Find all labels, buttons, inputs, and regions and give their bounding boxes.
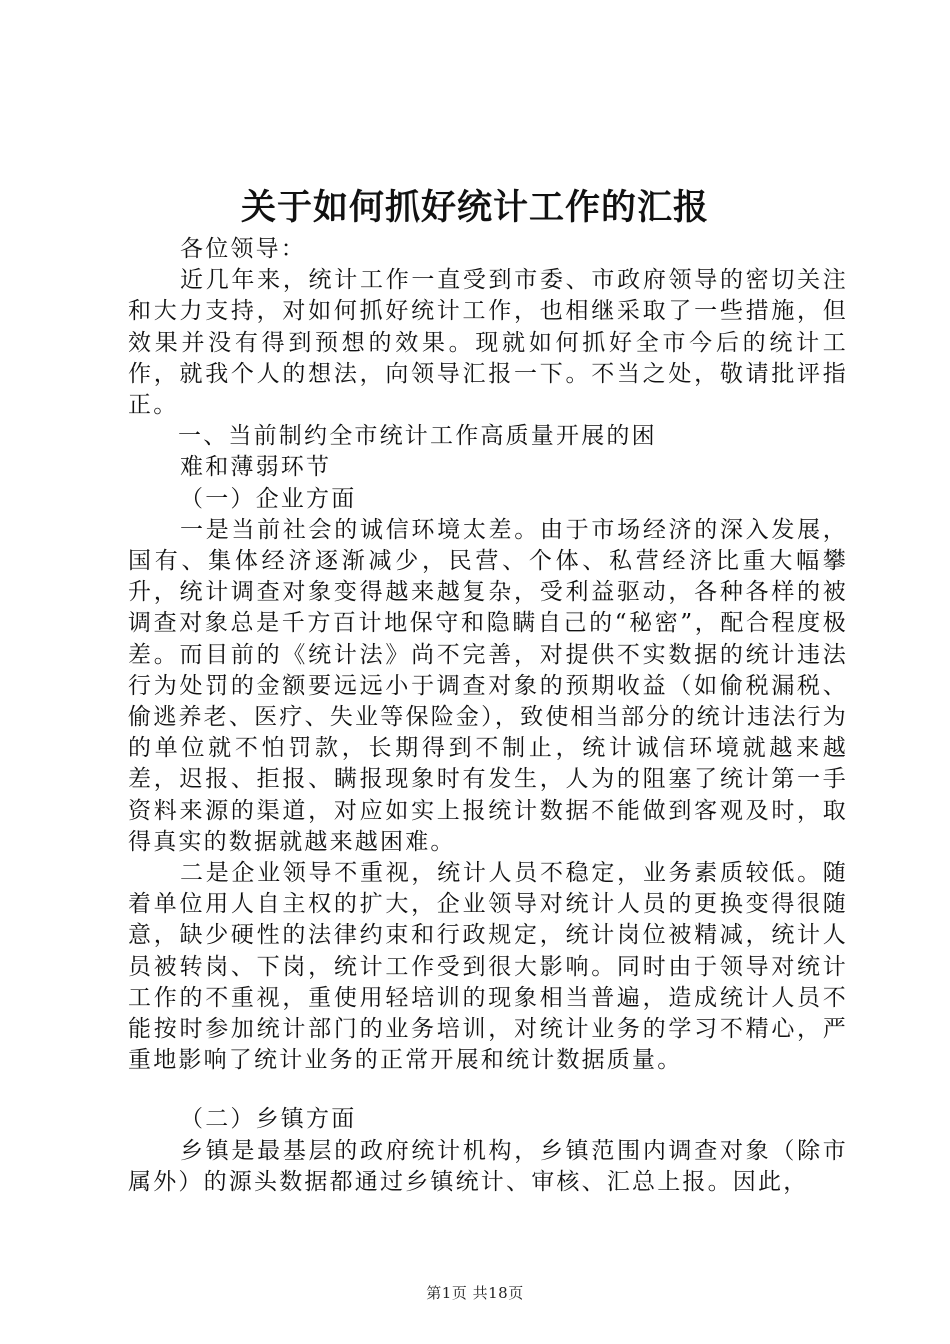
intro-paragraph: 近几年来，统计工作一直受到市委、市政府领导的密切关注和大力支持，对如何抓好统计工作，也相继采取了一些措施，但效果并没有得到预想的效果。现就如何抓好全市今后的统计工作，就我个人的想法，向领导汇报一下。不当之处，敬请批评指正。 [128, 267, 848, 419]
page-number-footer: 第1页 共18页 [426, 1284, 524, 1302]
township-paragraph-1: 乡镇是最基层的政府统计机构，乡镇范围内调查对象（除市属外）的源头数据都通过乡镇统计、审核、汇总上报。因此， [128, 1137, 848, 1195]
document-title: 关于如何抓好统计工作的汇报 [240, 187, 709, 228]
salutation: 各位领导： [180, 236, 306, 262]
section-heading-line-2: 难和薄弱环节 [180, 454, 332, 481]
enterprise-paragraph-1: 一是当前社会的诚信环境太差。由于市场经济的深入发展，国有、集体经济逐渐减少，民营、个体、私营经济比重大幅攀升，统计调查对象变得越来越复杂，受利益驱动，各种各样的被调查对象总是千方百计地保守和隐瞒自己的“秘密”，配合程度极差。而目前的《统计法》尚不完善，对提供不实数据的统计违法行为处罚的金额要远远小于调查对象的预期收益（如偷税漏税、偷逃养老、医疗、失业等保险金），致使相当部分的统计违法行为的单位就不怕罚款，长期得到不制止，统计诚信环境就越来越差，迟报、拒报、瞒报现象时有发生，人为的阻塞了统计第一手资料来源的渠道，对应如实上报统计数据不能做到客观及时，取得真实的数据就越来越困难。 [128, 516, 848, 855]
paragraph-gap [128, 1076, 848, 1104]
subsection-heading-township: （二）乡镇方面 [180, 1106, 357, 1133]
enterprise-paragraph-2: 二是企业领导不重视，统计人员不稳定，业务素质较低。随着单位用人自主权的扩大，企业领导对统计人员的更换变得很随意，缺少硬性的法律约束和行政规定，统计岗位被精减，统计人员被转岗、下岗，统计工作受到很大影响。同时由于领导对统计工作的不重视，重使用轻培训的现象相当普遍，造成统计人员不能按时参加统计部门的业务培训，对统计业务的学习不精心，严重地影响了统计业务的正常开展和统计数据质量。 [128, 860, 848, 1074]
subsection-heading-enterprise: （一）企业方面 [180, 485, 357, 512]
document-body [128, 234, 848, 1198]
section-heading-line-1: 一、当前制约全市统计工作高质量开展的困 [178, 423, 657, 450]
